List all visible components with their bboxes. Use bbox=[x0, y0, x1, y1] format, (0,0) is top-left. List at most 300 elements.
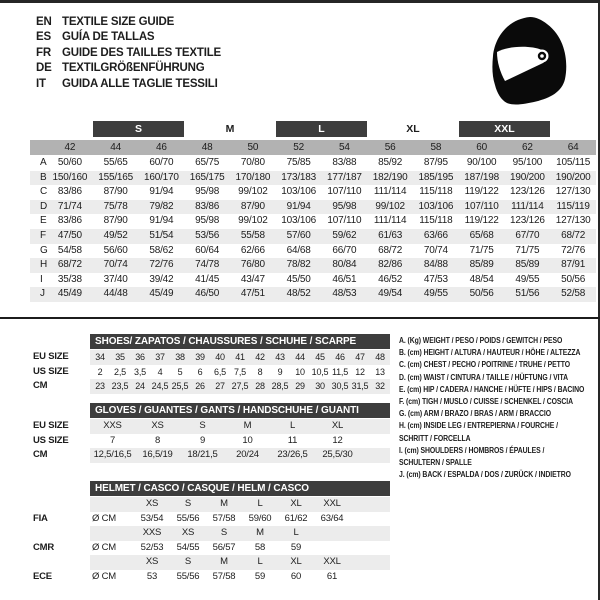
measure-cell: 87/90 bbox=[103, 215, 128, 227]
measure-cell: 72/76 bbox=[149, 259, 174, 271]
helmet-sizes-row bbox=[33, 555, 396, 570]
measure-letter: E bbox=[40, 215, 47, 227]
racing-helmet-icon bbox=[488, 14, 570, 106]
measure-cell: 71/75 bbox=[515, 244, 540, 256]
row-cells bbox=[90, 497, 390, 512]
table-cell: 59/60 bbox=[248, 512, 272, 524]
table-cell: 12 bbox=[355, 366, 365, 377]
size-group-s: S bbox=[93, 121, 185, 137]
gloves-rows bbox=[33, 419, 396, 463]
table-cell: 11 bbox=[287, 434, 298, 446]
table-cell: L bbox=[257, 556, 263, 567]
row-cells bbox=[90, 512, 390, 527]
measure-cell: 46/52 bbox=[378, 273, 403, 285]
table-cell: 8 bbox=[257, 366, 263, 377]
measure-cell: 49/52 bbox=[103, 229, 128, 241]
table-cell: 18/21,5 bbox=[187, 449, 218, 460]
measure-cell: 115/118 bbox=[419, 186, 453, 198]
measure-cell: 99/102 bbox=[238, 215, 268, 227]
table-cell: XL bbox=[290, 556, 302, 567]
table-cell: 35 bbox=[115, 352, 125, 362]
measure-cell: 37/40 bbox=[103, 273, 128, 285]
shoes-row bbox=[33, 365, 396, 380]
measure-cell: 103/106 bbox=[281, 215, 316, 227]
measure-cell: 87/91 bbox=[561, 259, 586, 271]
measure-cell: 74/78 bbox=[195, 259, 220, 271]
measure-cell: 39/42 bbox=[149, 273, 174, 285]
shoes-row bbox=[33, 350, 396, 365]
measure-cell: 80/84 bbox=[332, 259, 357, 271]
table-cell: 26 bbox=[195, 381, 205, 391]
row-label: EU SIZE bbox=[33, 420, 69, 431]
measure-cell: 51/54 bbox=[149, 229, 174, 241]
measure-cell: 190/200 bbox=[510, 171, 545, 183]
table-cell: 46 bbox=[335, 352, 345, 362]
measure-cell: 71/75 bbox=[469, 244, 494, 256]
size-number-cell: 60 bbox=[476, 142, 487, 153]
row-label-spacer bbox=[33, 497, 90, 512]
language-title: TEXTILE SIZE GUIDE bbox=[62, 16, 175, 28]
measure-cell: 54/58 bbox=[57, 244, 82, 256]
measure-cell: 45/49 bbox=[149, 288, 174, 300]
legend-item bbox=[399, 468, 599, 480]
table-cell: 28,5 bbox=[271, 381, 289, 391]
measure-cell: 79/82 bbox=[149, 200, 174, 212]
measure-cell: 59/62 bbox=[332, 229, 357, 241]
measure-cell: 99/102 bbox=[375, 200, 405, 212]
measure-cell: 63/66 bbox=[423, 229, 448, 241]
row-cells bbox=[90, 434, 390, 449]
table-cell: XS bbox=[145, 498, 159, 509]
table-cell: 23,5 bbox=[111, 381, 129, 391]
measure-cell: 76/80 bbox=[240, 259, 265, 271]
measure-cell: 111/114 bbox=[373, 186, 407, 198]
measure-cell: 111/114 bbox=[373, 215, 407, 227]
measure-cells bbox=[47, 273, 596, 288]
measure-cell: 182/190 bbox=[372, 171, 408, 183]
size-group-xl: XL bbox=[406, 123, 420, 135]
measure-cell: 115/118 bbox=[419, 215, 453, 227]
table-cell: XL bbox=[331, 420, 344, 431]
measure-cell: 165/175 bbox=[189, 171, 225, 183]
table-cell: 7,5 bbox=[234, 366, 246, 377]
table-cell: 13 bbox=[375, 366, 385, 377]
helmet-values-row bbox=[33, 541, 396, 556]
measure-cell: 173/183 bbox=[281, 171, 316, 183]
measure-cell: 50/56 bbox=[561, 273, 586, 285]
table-cell: 53 bbox=[146, 570, 158, 582]
table-cell: S bbox=[184, 498, 192, 509]
measure-cell: 55/58 bbox=[240, 229, 265, 241]
textile-size-table bbox=[30, 121, 596, 302]
measure-cell: 60/70 bbox=[149, 157, 174, 168]
gloves-size-table bbox=[33, 403, 396, 463]
standard-label: FIA bbox=[33, 512, 48, 524]
legend-item bbox=[399, 444, 599, 468]
measure-cell: 60/64 bbox=[195, 244, 220, 256]
helmet-size-table bbox=[33, 481, 396, 584]
table-cell: S bbox=[199, 420, 206, 431]
table-cell: 30 bbox=[315, 381, 325, 391]
table-cell: 54/55 bbox=[176, 541, 200, 553]
table-cell: XXL bbox=[323, 556, 341, 567]
measure-cell: 70/80 bbox=[240, 157, 265, 168]
measure-cells bbox=[47, 244, 596, 259]
legend-line: J. (cm) BACK / ESPALDA / DOS / ZURÜCK / INDIETRO bbox=[399, 469, 571, 480]
language-code: DE bbox=[36, 62, 52, 75]
measure-cell: 87/90 bbox=[103, 186, 128, 198]
helmet-table-title: HELMET / CASCO / CASQUE / HELM / CASCO bbox=[90, 481, 390, 496]
measure-cell: 85/92 bbox=[378, 157, 403, 168]
table-cell: S bbox=[184, 556, 192, 567]
measure-cell: 111/114 bbox=[511, 200, 544, 212]
language-code: ES bbox=[36, 31, 51, 44]
language-row bbox=[36, 77, 221, 92]
measure-cell: 75/78 bbox=[103, 200, 128, 212]
top-border-line bbox=[0, 0, 600, 3]
table-cell: 24,5 bbox=[151, 381, 169, 391]
legend-item bbox=[399, 419, 599, 443]
helmet-sizes-row bbox=[33, 526, 396, 541]
table-cell: 61/62 bbox=[284, 512, 308, 524]
size-number-cell: 58 bbox=[430, 142, 442, 153]
table-cell: XS bbox=[181, 527, 195, 538]
measure-cell: 72/76 bbox=[561, 244, 586, 256]
size-number-row bbox=[30, 140, 596, 155]
row-label: CM bbox=[33, 449, 48, 460]
measure-cell: 91/94 bbox=[149, 186, 174, 198]
measure-cells bbox=[47, 229, 596, 244]
size-number-cell: 46 bbox=[156, 142, 167, 153]
measure-row-e bbox=[30, 214, 596, 229]
table-cell: XXL bbox=[323, 498, 341, 509]
measure-cell: 67/70 bbox=[515, 229, 540, 241]
row-letter-spacer bbox=[30, 140, 47, 155]
row-label-spacer bbox=[33, 526, 90, 541]
measure-cell: 47/53 bbox=[423, 273, 448, 285]
table-cell: 57/58 bbox=[212, 570, 236, 582]
size-number-cell: 64 bbox=[567, 142, 579, 153]
gloves-title-row bbox=[33, 403, 396, 418]
measure-cell: 185/195 bbox=[418, 171, 454, 183]
row-label: CM bbox=[33, 380, 48, 391]
measure-cells bbox=[47, 214, 596, 229]
row-cells bbox=[90, 379, 390, 394]
measure-cell: 44/48 bbox=[103, 288, 128, 300]
legend-line: F. (cm) TIGH / MUSLO / CUISSE / SCHENKEL / COSCIA bbox=[399, 396, 573, 407]
measure-cell: 71/74 bbox=[57, 200, 82, 212]
measure-cell: 123/126 bbox=[510, 215, 545, 227]
measure-cell: 43/47 bbox=[240, 273, 265, 285]
table-cell: 61 bbox=[326, 570, 338, 582]
measure-cell: 45/49 bbox=[57, 288, 82, 300]
table-cell: 8 bbox=[154, 434, 161, 446]
legend-item bbox=[399, 395, 599, 407]
table-cell: M bbox=[256, 527, 264, 538]
measure-cell: 127/130 bbox=[555, 186, 591, 198]
legend-item bbox=[399, 371, 599, 383]
table-cell: 11,5 bbox=[331, 366, 349, 377]
measure-letter: F bbox=[40, 229, 46, 241]
measure-row-c bbox=[30, 185, 596, 200]
measure-cell: 47/50 bbox=[57, 229, 82, 241]
legend-line: C. (cm) CHEST / PECHO / POITRINE / TRUHE / PETTO bbox=[399, 359, 570, 370]
measure-cell: 115/119 bbox=[556, 200, 590, 212]
measure-letter: I bbox=[40, 273, 43, 285]
table-cell: 25,5 bbox=[171, 381, 189, 391]
row-cells bbox=[90, 448, 390, 463]
measure-cell: 61/63 bbox=[378, 229, 403, 241]
shoes-row bbox=[33, 379, 396, 394]
measure-cell: 177/187 bbox=[327, 171, 362, 183]
table-cell: M bbox=[220, 498, 228, 509]
legend-line: A. (Kg) WEIGHT / PESO / POIDS / GEWITCH / PESO bbox=[399, 335, 563, 345]
measure-cell: 57/60 bbox=[286, 229, 311, 241]
table-cell: 32 bbox=[375, 381, 385, 391]
language-title: GUIDE DES TAILLES TEXTILE bbox=[62, 46, 221, 59]
table-cell: 47 bbox=[355, 352, 365, 362]
table-cell: XS bbox=[145, 556, 159, 567]
measure-cells bbox=[47, 287, 596, 302]
table-cell: XS bbox=[151, 420, 164, 431]
legend-line: SCHRITT / FORCELLA bbox=[399, 432, 471, 443]
measure-cell: 50/56 bbox=[469, 288, 494, 300]
measure-row-a bbox=[30, 156, 596, 171]
language-row bbox=[36, 46, 221, 61]
language-title: GUÍA DE TALLAS bbox=[62, 31, 155, 44]
measure-cell: 64/68 bbox=[286, 244, 311, 256]
measure-cell: 58/62 bbox=[149, 244, 174, 256]
table-cell: 55/56 bbox=[176, 512, 200, 524]
measure-cell: 47/51 bbox=[240, 288, 265, 300]
legend-line: B. (cm) HEIGHT / ALTURA / HAUTEUR / HÖHE / ALTEZZA bbox=[399, 347, 581, 358]
table-cell: 10 bbox=[295, 366, 305, 377]
measure-cell: 190/200 bbox=[555, 171, 591, 183]
table-cell: M bbox=[220, 556, 228, 567]
language-row bbox=[36, 61, 221, 76]
table-cell: 29 bbox=[295, 381, 305, 391]
measure-cells bbox=[47, 171, 596, 186]
measure-cell: 55/65 bbox=[103, 157, 128, 168]
measure-cell: 56/60 bbox=[103, 244, 128, 256]
unit-cell: Ø CM bbox=[92, 512, 117, 524]
measure-cell: 160/170 bbox=[144, 171, 179, 183]
table-cell: 52/53 bbox=[140, 541, 164, 553]
measure-cell: 35/38 bbox=[57, 273, 82, 285]
measure-row-i bbox=[30, 273, 596, 288]
measure-cell: 70/74 bbox=[423, 244, 448, 256]
measure-letter: C bbox=[40, 186, 48, 198]
table-cell: 3,5 bbox=[134, 366, 146, 377]
table-cell: 6 bbox=[197, 366, 203, 377]
table-cell: XXS bbox=[103, 420, 122, 431]
size-number-cell: 48 bbox=[201, 142, 213, 153]
row-cells bbox=[90, 570, 390, 585]
table-cell: 30,5 bbox=[331, 381, 349, 391]
measure-cell: 65/68 bbox=[469, 229, 494, 241]
measure-cell: 95/98 bbox=[332, 200, 357, 212]
table-cell: 60 bbox=[290, 570, 302, 582]
measure-cell: 95/98 bbox=[195, 215, 220, 227]
measure-cell: 107/110 bbox=[464, 200, 499, 212]
measure-cell: 85/89 bbox=[515, 259, 540, 271]
unit-cell: Ø CM bbox=[92, 570, 117, 582]
row-cells bbox=[90, 541, 390, 556]
measure-cell: 123/126 bbox=[510, 186, 545, 198]
size-group-l: L bbox=[276, 121, 368, 137]
shoes-title-row bbox=[33, 334, 396, 349]
measure-cell: 83/86 bbox=[57, 215, 82, 227]
table-cell: 23/26,5 bbox=[277, 449, 308, 460]
table-cell: 9 bbox=[277, 366, 283, 377]
measure-cell: 49/55 bbox=[515, 273, 540, 285]
gloves-row bbox=[33, 434, 396, 449]
measure-row-g bbox=[30, 244, 596, 259]
measure-cell: 48/54 bbox=[469, 273, 494, 285]
measure-cell: 82/86 bbox=[378, 259, 403, 271]
language-title: TEXTILGRÖßENFÜHRUNG bbox=[62, 62, 205, 75]
row-cells bbox=[90, 555, 390, 570]
size-group-xxl: XXL bbox=[459, 121, 551, 137]
language-title: GUIDA ALLE TAGLIE TESSILI bbox=[62, 77, 218, 90]
table-cell: 10,5 bbox=[311, 366, 329, 377]
measure-cell: 119/122 bbox=[464, 215, 499, 227]
measure-cell: 66/70 bbox=[332, 244, 357, 256]
language-code: FR bbox=[36, 46, 51, 59]
section-divider-line bbox=[0, 317, 600, 319]
table-cell: S bbox=[220, 527, 228, 538]
gloves-table-title: GLOVES / GUANTES / GANTS / HANDSCHUHE / GUANTI bbox=[90, 403, 390, 418]
legend-line: I. (cm) SHOULDERS / HOMBROS / ÉPAULES / bbox=[399, 444, 545, 455]
table-cell: 58 bbox=[254, 541, 266, 553]
table-cell: 12 bbox=[332, 434, 343, 446]
language-title-list bbox=[36, 15, 221, 92]
unit-spacer-cell bbox=[90, 555, 134, 570]
measure-cell: 65/75 bbox=[195, 157, 220, 168]
size-number-cell: 52 bbox=[293, 142, 304, 153]
size-number-cell: 42 bbox=[64, 142, 76, 153]
measure-cell: 68/72 bbox=[57, 259, 82, 271]
size-number-cell: 56 bbox=[384, 142, 396, 153]
row-cells bbox=[90, 365, 390, 380]
measure-row-b bbox=[30, 171, 596, 186]
unit-spacer-cell bbox=[90, 497, 134, 512]
gloves-row bbox=[33, 448, 396, 463]
measure-cell: 49/55 bbox=[423, 288, 448, 300]
measure-letter: J bbox=[40, 288, 45, 300]
helmet-rows bbox=[33, 497, 396, 584]
measure-letter: G bbox=[40, 244, 48, 256]
legend-line: H. (cm) INSIDE LEG / ENTREPIERNA / FOURCHE / bbox=[399, 420, 558, 431]
measure-cell: 91/94 bbox=[286, 200, 311, 212]
size-number-cell: 54 bbox=[339, 142, 350, 153]
size-number-cells bbox=[47, 140, 596, 155]
helmet-sizes-row bbox=[33, 497, 396, 512]
measure-cell: 107/110 bbox=[327, 215, 362, 227]
table-cell: 38 bbox=[175, 352, 185, 362]
measure-cell: 119/122 bbox=[464, 186, 499, 198]
measure-cell: 62/66 bbox=[240, 244, 265, 256]
measure-cell: 107/110 bbox=[327, 186, 362, 198]
table-cell: 44 bbox=[295, 352, 305, 362]
table-cell: 27 bbox=[215, 381, 225, 391]
table-cell: XL bbox=[290, 498, 302, 509]
table-cell: 43 bbox=[275, 352, 285, 362]
measure-cell: 52/58 bbox=[561, 288, 586, 300]
measure-cell: 70/74 bbox=[103, 259, 128, 271]
row-cells bbox=[90, 419, 390, 434]
measure-cell: 83/88 bbox=[332, 157, 357, 168]
measure-cell: 46/51 bbox=[332, 273, 357, 285]
measure-cell: 90/100 bbox=[466, 157, 497, 168]
table-cell: 45 bbox=[315, 352, 325, 362]
table-cell: 6,5 bbox=[214, 366, 226, 377]
measure-cells bbox=[47, 200, 596, 215]
table-cell: 23 bbox=[95, 381, 105, 391]
legend-item bbox=[399, 383, 599, 395]
size-number-cell: 62 bbox=[522, 142, 533, 153]
row-cells bbox=[90, 350, 390, 365]
measure-cells bbox=[47, 185, 596, 200]
measure-cell: 83/86 bbox=[57, 186, 82, 198]
table-cell: 4 bbox=[157, 366, 163, 377]
shoes-table-title: SHOES/ ZAPATOS / CHAUSSURES / SCHUHE / SCARPE bbox=[90, 334, 390, 349]
row-cells bbox=[90, 526, 390, 541]
table-cell: 31,5 bbox=[351, 381, 369, 391]
legend-item bbox=[399, 346, 599, 358]
table-cell: L bbox=[257, 498, 263, 509]
table-cell: 41 bbox=[235, 352, 245, 362]
table-cell: 9 bbox=[199, 434, 206, 446]
table-cell: 37 bbox=[155, 352, 165, 362]
measure-cell: 48/53 bbox=[332, 288, 357, 300]
standard-label: CMR bbox=[33, 541, 55, 553]
row-label: US SIZE bbox=[33, 434, 69, 446]
measure-letter: B bbox=[40, 171, 47, 183]
measure-row-j bbox=[30, 287, 596, 302]
measure-cells bbox=[47, 258, 596, 273]
measure-cell: 48/52 bbox=[286, 288, 311, 300]
table-cell: 2 bbox=[97, 366, 103, 377]
measure-cell: 87/90 bbox=[240, 200, 265, 212]
size-number-cell: 44 bbox=[110, 142, 121, 153]
legend-line: SCHULTERN / SPALLE bbox=[399, 457, 472, 468]
measure-cell: 103/106 bbox=[281, 186, 316, 198]
measure-cell: 50/60 bbox=[57, 157, 82, 168]
legend-line: G. (cm) ARM / BRAZO / BRAS / ARM / BRACCIO bbox=[399, 408, 551, 419]
measure-cell: 95/98 bbox=[195, 186, 220, 198]
measure-cells bbox=[47, 156, 596, 171]
shoes-rows bbox=[33, 350, 396, 394]
table-cell: 53/54 bbox=[140, 512, 164, 524]
helmet-values-row bbox=[33, 512, 396, 527]
legend-item bbox=[399, 407, 599, 419]
gloves-row bbox=[33, 419, 396, 434]
table-cell: 16,5/19 bbox=[142, 449, 173, 460]
table-cell: 10 bbox=[242, 434, 253, 446]
measure-cell: 155/165 bbox=[98, 171, 133, 183]
language-code: IT bbox=[36, 77, 46, 90]
table-cell: M bbox=[243, 420, 252, 431]
size-number-cell: 50 bbox=[247, 142, 259, 153]
table-cell: 59 bbox=[254, 570, 266, 582]
measure-cell: 95/100 bbox=[512, 157, 543, 168]
table-cell: 40 bbox=[215, 352, 225, 362]
size-group-header-row bbox=[47, 121, 596, 137]
row-label: US SIZE bbox=[33, 365, 69, 377]
table-cell: 36 bbox=[135, 352, 145, 362]
table-cell: 27,5 bbox=[231, 381, 249, 391]
